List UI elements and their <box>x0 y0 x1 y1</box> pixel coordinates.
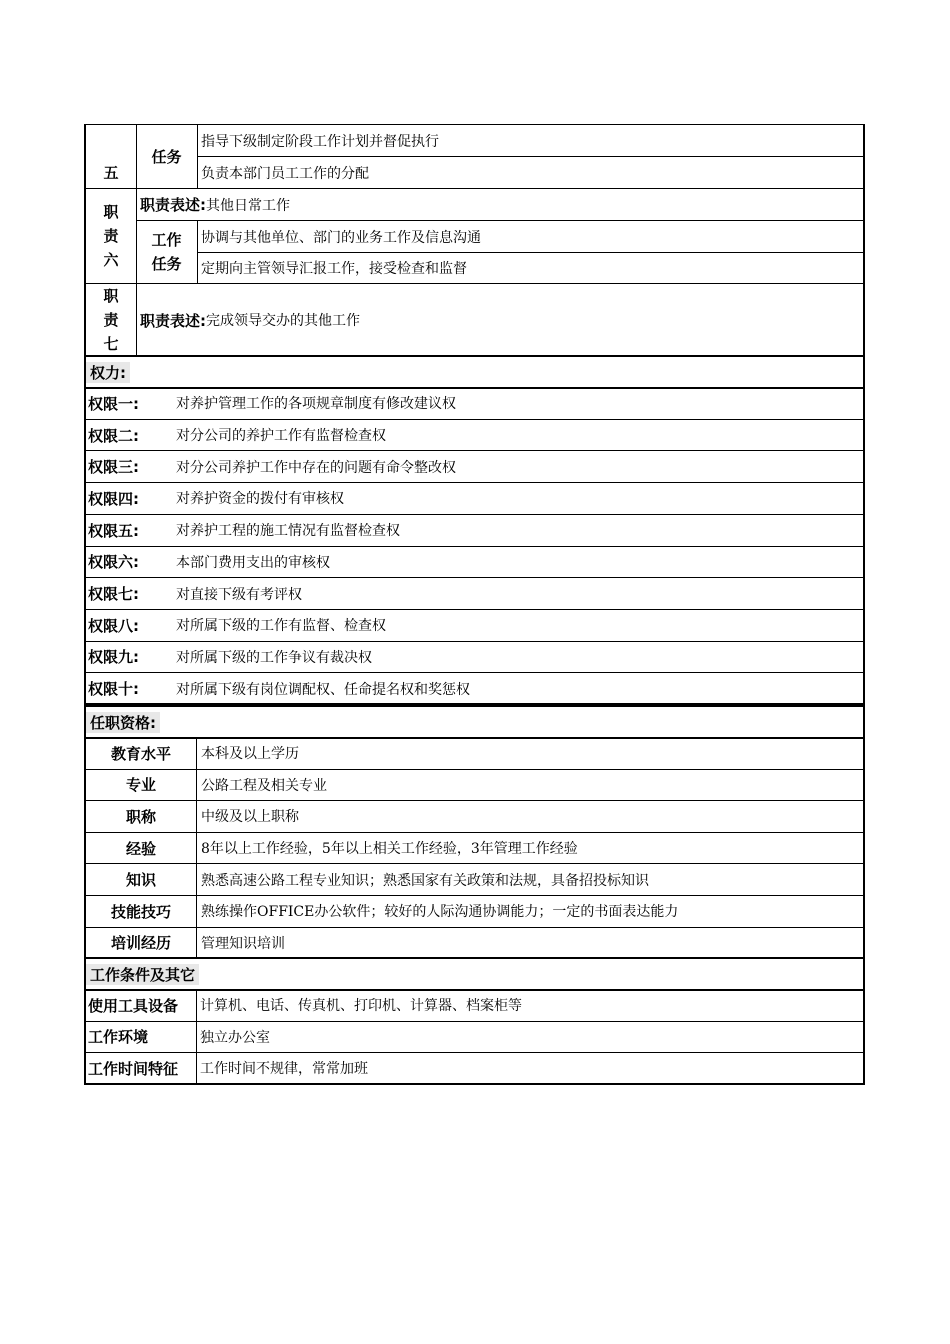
authority-item-text: 对养护资金的拨付有审核权 <box>176 491 344 508</box>
authority-item-text: 对养护管理工作的各项规章制度有修改建议权 <box>176 396 456 413</box>
conditions-header: 工作条件及其它 <box>86 959 865 989</box>
qualification-item-label: 知识 <box>125 871 156 890</box>
duty-6-task-label: 工作 任务 <box>151 231 182 273</box>
authority-item-label: 权限九: <box>88 648 139 667</box>
duty-6-task-1: 协调与其他单位、部门的业务工作及信息沟通 <box>201 229 481 246</box>
qualification-item-label: 专业 <box>125 776 156 795</box>
authority-item-text: 对所属下级的工作有监督、检查权 <box>176 618 386 635</box>
qualification-item-text: 8年以上工作经验，5年以上相关工作经验，3年管理工作经验 <box>201 841 578 858</box>
qualification-item-text: 熟悉高速公路工程专业知识；熟悉国家有关政策和法规，具备招投标知识 <box>201 872 649 889</box>
authority-item-label: 权限二: <box>88 426 139 445</box>
authority-item-label: 权限三: <box>88 458 139 477</box>
authority-item-text: 对直接下级有考评权 <box>176 586 302 603</box>
qualification-table <box>84 705 865 959</box>
duty-6-statement: 职责表述: 其他日常工作 <box>140 196 290 214</box>
authority-item-text: 对所属下级有岗位调配权、任命提名权和奖惩权 <box>176 681 470 698</box>
qualification-item-label: 技能技巧 <box>110 902 171 921</box>
qualification-header: 任职资格: <box>86 707 865 737</box>
condition-item-label: 工作环境 <box>88 1028 149 1047</box>
duty-6-task-2: 定期向主管领导汇报工作，接受检查和监督 <box>201 261 467 277</box>
authority-table <box>84 357 865 705</box>
authority-item-label: 权限六: <box>88 553 139 572</box>
authority-item-text: 对所属下级的工作争议有裁决权 <box>176 649 372 666</box>
condition-item-label: 工作时间特征 <box>88 1059 179 1078</box>
duty-5-task-1: 指导下级制定阶段工作计划并督促执行 <box>201 133 439 150</box>
authority-item-text: 本部门费用支出的审核权 <box>176 554 330 571</box>
condition-item-label: 使用工具设备 <box>88 996 179 1015</box>
duty-5-task-label: 任务 <box>151 148 182 166</box>
authority-item-text: 对分公司养护工作中存在的问题有命令整改权 <box>176 459 456 476</box>
qualification-item-label: 职称 <box>125 807 156 826</box>
condition-item-text: 独立办公室 <box>200 1029 270 1046</box>
authority-item-text: 对养护工程的施工情况有监督检查权 <box>176 523 400 540</box>
authority-item-label: 权限十: <box>88 680 139 699</box>
qualification-item-label: 培训经历 <box>110 934 171 953</box>
qualification-item-text: 管理知识培训 <box>201 935 285 952</box>
duties-table <box>84 124 865 357</box>
authority-item-label: 权限五: <box>88 521 139 540</box>
condition-item-text: 计算机、电话、传真机、打印机、计算器、档案柜等 <box>200 998 522 1015</box>
qualification-item-label: 教育水平 <box>110 744 171 763</box>
authority-item-label: 权限四: <box>88 489 139 508</box>
authority-item-text: 对分公司的养护工作有监督检查权 <box>176 428 386 445</box>
duty-7-statement: 职责表述: 完成领导交办的其他工作 <box>140 311 360 330</box>
qualification-item-text: 熟练操作OFFICE办公软件；较好的人际沟通协调能力；一定的书面表达能力 <box>201 904 679 921</box>
duty-5-task-2: 负责本部门员工工作的分配 <box>201 165 369 182</box>
qualification-item-text: 中级及以上职称 <box>201 809 299 826</box>
qualification-item-text: 公路工程及相关专业 <box>201 777 327 794</box>
duty-5-label: 五 <box>103 163 119 182</box>
authority-item-label: 权限八: <box>88 616 139 635</box>
duty-7-label: 职 责 七 <box>103 287 119 353</box>
authority-header: 权力: <box>86 357 865 387</box>
authority-item-label: 权限一: <box>88 394 139 413</box>
qualification-item-text: 本科及以上学历 <box>201 746 299 763</box>
condition-item-text: 工作时间不规律，常常加班 <box>200 1061 368 1078</box>
authority-item-label: 权限七: <box>88 585 139 604</box>
conditions-table <box>84 959 865 1085</box>
qualification-item-label: 经验 <box>125 839 156 858</box>
duty-6-label: 职 责 六 <box>103 203 119 269</box>
